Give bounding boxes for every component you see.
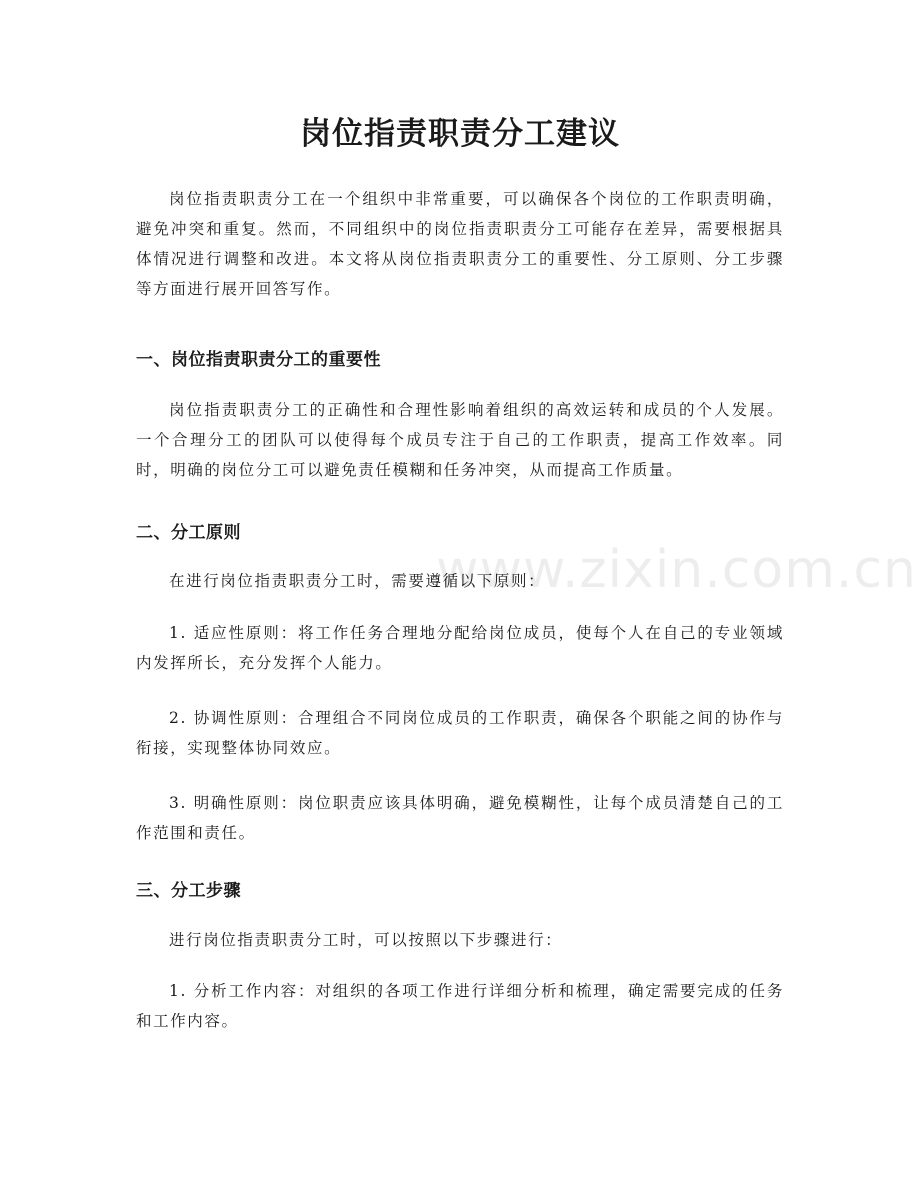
watermark: www.zixin.com.cn [436,540,917,600]
document-title: 岗位指责职责分工建议 [300,116,620,152]
section-heading-principles: 二、分工原则 [136,523,241,543]
intro-paragraph: 岗位指责职责分工在一个组织中非常重要，可以确保各个岗位的工作职责明确，避免冲突和重复。然而，不同组织中的岗位指责职责分工可能存在差异，需要根据具体情况进行调整和改进。本文将从岗位指责职责分工的重要性、分工原则、分工步骤等方面进行展开回答写作。 [136,190,784,298]
section-heading-importance: 一、岗位指责职责分工的重要性 [136,350,381,370]
steps-lead: 进行岗位指责职责分工时，可以按照以下步骤进行： [169,931,563,949]
section-heading-steps: 三、分工步骤 [136,881,241,901]
importance-paragraph: 岗位指责职责分工的正确性和合理性影响着组织的高效运转和成员的个人发展。一个合理分工的团队可以使得每个成员专注于自己的工作职责，提高工作效率。同时，明确的岗位分工可以避免责任模糊和任务冲突，从而提高工作质量。 [136,401,784,479]
principle-item: 1. 适应性原则：将工作任务合理地分配给岗位成员，使每个人在自己的专业领域内发挥所长，充分发挥个人能力。 [136,624,784,672]
principle-item: 3. 明确性原则：岗位职责应该具体明确，避免模糊性，让每个成员清楚自己的工作范围和责任。 [136,794,784,842]
principle-item: 2. 协调性原则：合理组合不同岗位成员的工作职责，确保各个职能之间的协作与衔接，实现整体协同效应。 [136,709,784,757]
step-item: 1. 分析工作内容：对组织的各项工作进行详细分析和梳理，确定需要完成的任务和工作内容。 [136,982,784,1030]
principles-lead: 在进行岗位指责职责分工时，需要遵循以下原则： [169,572,546,590]
